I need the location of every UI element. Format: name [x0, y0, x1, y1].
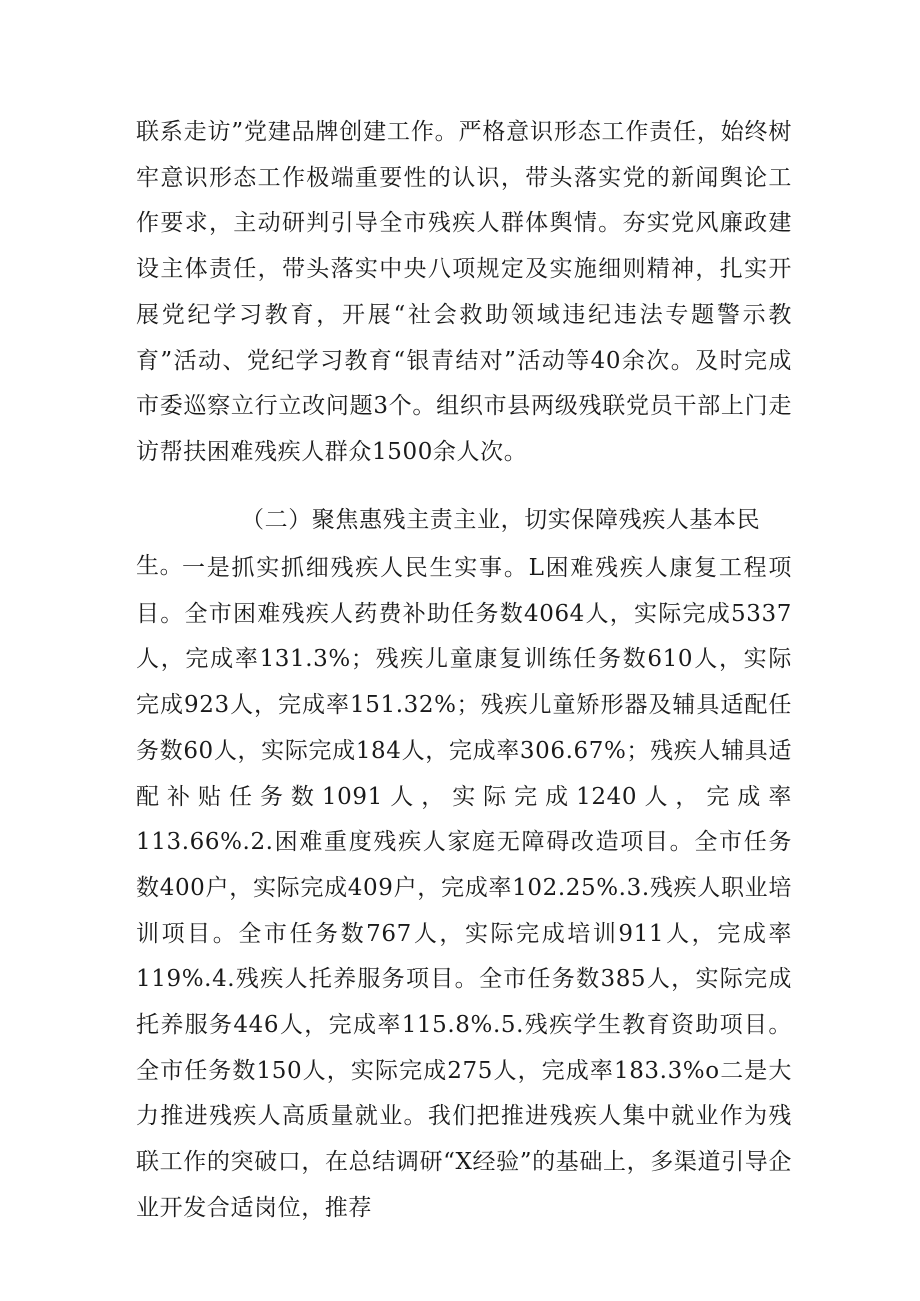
paragraph-party-building: [136, 110, 792, 476]
section-heading: （二）聚焦惠残主责主业，切实保障残疾人基本民生。: [136, 507, 761, 579]
paragraph-livelihood: [136, 546, 792, 1232]
paragraph-text: 联系走访”党建品牌创建工作。严格意识形态工作责任，始终树牢意识形态工作极端重要性的认识，带头落实党的新闻舆论工作要求，主动研判引导全市残疾人群体舆情。夯实党风廉政建设主体责任，带头落实中央八项规定及实施细则精神，扎实开展党纪学习教育，开展“社会救助领域违纪违法专题警示教育”活动、党纪学习教育“银青结对”活动等40余次。及时完成市委巡察立行立改问题3个。组织市县两级残联党员干部上门走访帮扶困难残疾人群众1500余人次。: [136, 119, 792, 465]
paragraph-text: 一是抓实抓细残疾人民生实事。L困难残疾人康复工程项目。全市困难残疾人药费补助任务数4064人，实际完成5337人，完成率131.3%；残疾儿童康复训练任务数610人，实际完成923人，完成率151.32%；残疾儿童矫形器及辅具适配任务数60人，实际完成184人，完成率306.67%；残疾人辅具适配补贴任务数1091人，实际完成1240人，完成率113.66%.2.困难重度残疾人家庭无障碍改造项目。全市任务数400户，实际完成409户，完成率102.25%.3.残疾人职业培训项目。全市任务数767人，实际完成培训911人，完成率119%.4.残疾人托养服务项目。全市任务数385人，实际完成托养服务446人，完成率115.8%.5.残疾学生教育资助项目。全市任务数150人，实际完成275人，完成率183.3%o二是大力推进残疾人高质量就业。我们把推进残疾人集中就业作为残联工作的突破口，在总结调研“X经验”的基础上，多渠道引导企业开发合适岗位，推荐: [136, 555, 792, 1221]
